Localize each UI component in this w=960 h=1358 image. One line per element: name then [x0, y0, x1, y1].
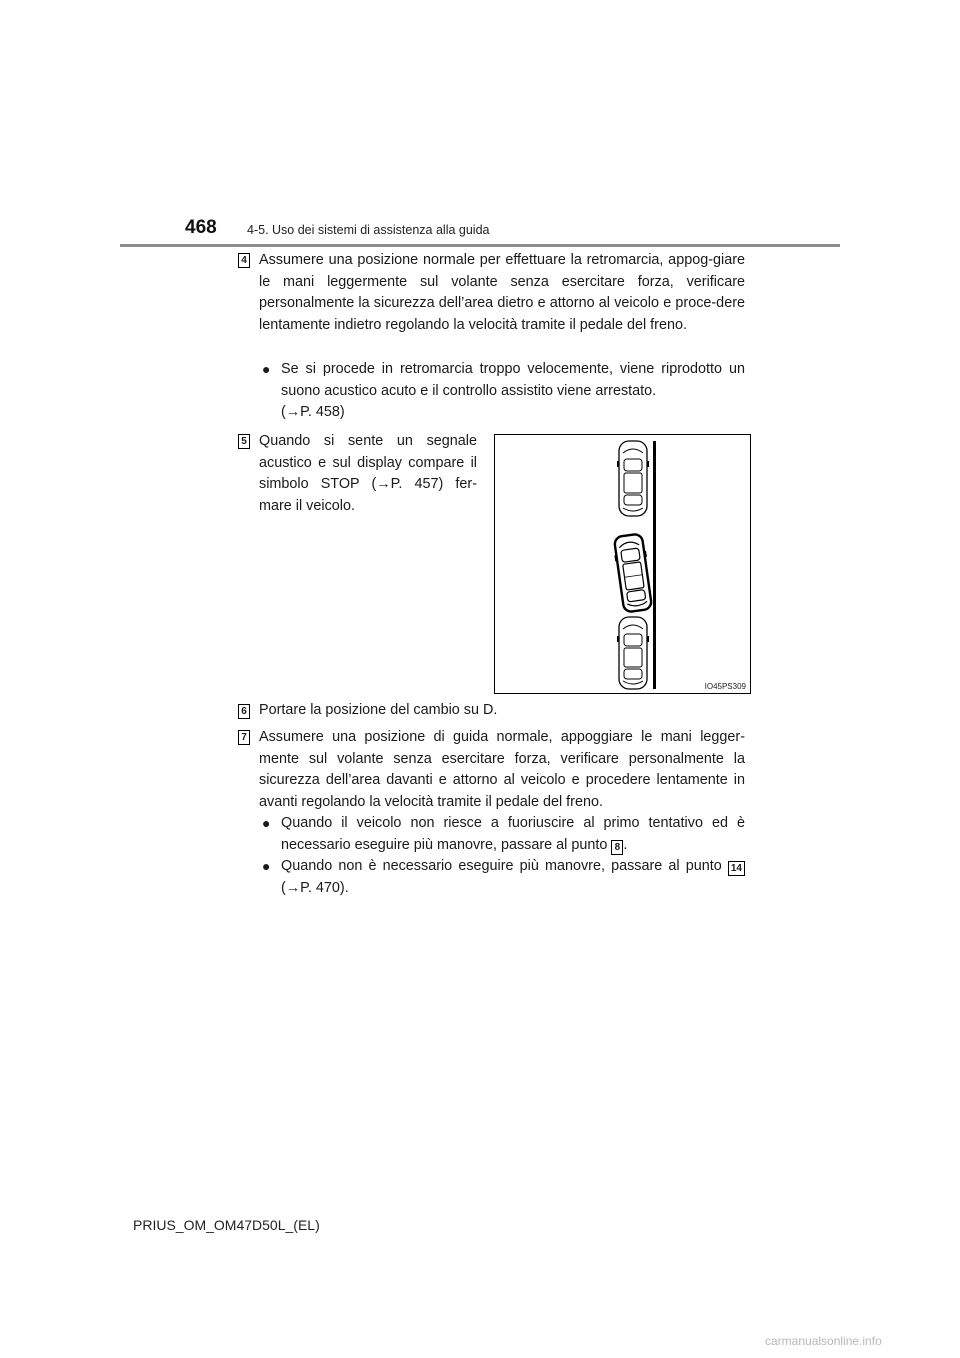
step-7-bullet-2-text: Quando non è necessario eseguire più manovre, passare al punto [281, 858, 722, 874]
parked-car-rear [617, 617, 649, 689]
step-5-text: Quando si sente un segnale acustico e sul display compare il simbolo STOP (→P. 457) fer-mare il veicolo. [259, 433, 477, 514]
bullet-icon: ● [262, 361, 271, 377]
step-7-bullet-1 [281, 813, 745, 856]
maneuvering-car [612, 533, 654, 613]
step-7-bullet-1-end: . [623, 836, 628, 853]
step-link-8: 8 [611, 840, 623, 855]
page-number: 468 [185, 217, 217, 238]
step-badge-7: 7 [238, 730, 250, 745]
parking-diagram [495, 435, 750, 693]
step-7-bullet-2-end: (→P. 470). [281, 879, 349, 896]
step-7-bullet-1-text: Quando il veicolo non riesce a fuoriuscire al primo tentativo ed è necessario eseguire più manovre, passare al punto [281, 815, 745, 853]
bullet-icon: ● [262, 858, 271, 874]
step-link-14: 14 [728, 861, 745, 876]
step-4-reference: (→P. 458) [281, 404, 345, 420]
step-badge-6: 6 [238, 704, 250, 719]
document-id: PRIUS_OM_OM47D50L_(EL) [133, 1217, 320, 1233]
curb-line [653, 441, 656, 689]
watermark: carmanualsonline.info [765, 1334, 882, 1348]
parked-car-front [617, 441, 649, 516]
header-divider [120, 244, 840, 247]
parking-figure [494, 434, 751, 694]
step-6-text: Portare la posizione del cambio su D. [259, 702, 498, 718]
step-badge-5: 5 [238, 434, 250, 449]
step-7-text: Assumere una posizione di guida normale, appoggiare le mani legger-mente sul volante senza esercitare forza, verificare personalmente la sicurezza dell’area davanti e attorno al veicolo e procedere lentamente in avanti regolando la velocità tramite il pedale del freno. [259, 729, 745, 810]
section-title: 4-5. Uso dei sistemi di assistenza alla guida [247, 223, 490, 237]
figure-code: IO45PS309 [704, 682, 746, 691]
step-badge-4: 4 [238, 253, 250, 268]
step-4-bullet-text: Se si procede in retromarcia troppo velocemente, viene riprodotto un suono acustico acuto e il controllo assistito viene arrestato. [281, 361, 745, 399]
step-4-text: Assumere una posizione normale per effettuare la retromarcia, appog-giare le mani leggermente sul volante senza esercitare forza, verificare personalmente la sicurezza dell’area dietro e attorno al veicolo e proce-dere lentamente indietro regolando la velocità tramite il pedale del freno. [259, 252, 745, 333]
step-7-bullet-2 [281, 856, 745, 899]
bullet-icon: ● [262, 815, 271, 831]
